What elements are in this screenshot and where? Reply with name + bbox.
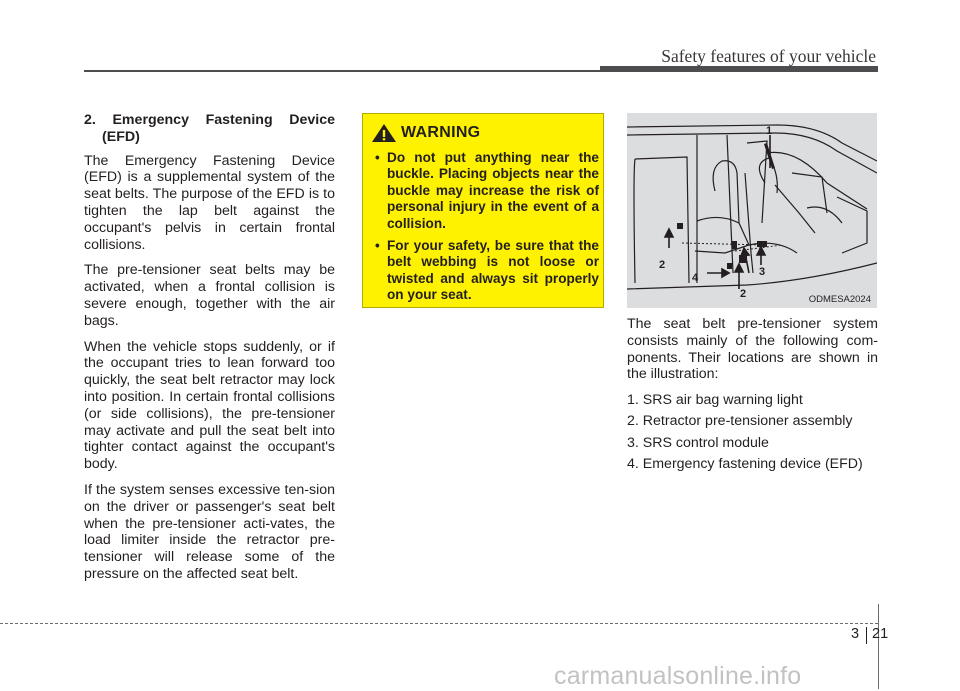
- component-item: 2. Retractor pre-tensioner assembly: [627, 413, 853, 430]
- warning-box: [362, 113, 604, 308]
- warning-item: • Do not put anything near the buckle. Placing objects near the buckle may increase the risk of personal injury in the event of a collision.: [375, 150, 599, 232]
- illustration-code: ODMESA2024: [808, 294, 871, 305]
- callout-2: 2: [659, 259, 666, 271]
- car-interior-drawing: [627, 113, 877, 308]
- footer-rule: [0, 623, 878, 624]
- paragraph: When the vehicle stops suddenly, or if the occupant tries to lean forward too quickly, the seat belt retractor may lock into position. In certain frontal collisions (or side collisions), the pre-tensioner may activate and pull the seat belt into tighter contact against the occupant's body.: [84, 338, 335, 473]
- chapter-number: 3: [851, 626, 860, 642]
- component-item: 3. SRS control module: [627, 434, 769, 451]
- warning-title: WARNING: [401, 124, 481, 141]
- callout-2: 2: [740, 288, 747, 300]
- header-rule-accent: [600, 66, 878, 72]
- warning-item: • For your safety, be sure that the belt webbing is not loose or twisted and always sit properly on your seat.: [375, 238, 599, 304]
- left-column: [84, 112, 335, 592]
- paragraph: If the system senses excessive ten-sion on the driver or passenger's seat belt when the pre-tensioner acti-vates, the load limiter inside the retractor pre-tensioner will release some of the pressure on the affected seat belt.: [84, 481, 335, 582]
- page-header-title: Safety features of your vehicle: [661, 46, 876, 66]
- paragraph: The pre-tensioner seat belts may be activated, when a frontal collision is severe enough, together with the air bags.: [84, 262, 335, 329]
- components-intro: The seat belt pre-tensioner system consists mainly of the following com-ponents. Their locations are shown in the illustration:: [627, 316, 878, 383]
- component-item: 1. SRS air bag warning light: [627, 392, 803, 409]
- section-heading: 2. Emergency Fastening Device (EFD): [84, 112, 335, 145]
- components-list: [627, 392, 878, 473]
- callout-3: 3: [759, 266, 766, 278]
- right-column: [627, 316, 878, 477]
- page-number: 21: [872, 626, 889, 642]
- component-item: 4. Emergency fastening device (EFD): [627, 456, 863, 473]
- watermark-link[interactable]: carmanualsonline.info: [554, 662, 802, 690]
- callout-1: 1: [766, 125, 773, 137]
- warning-list: [375, 150, 599, 310]
- warning-header: [369, 122, 480, 144]
- callout-4: 4: [692, 272, 699, 284]
- warning-triangle-icon: [369, 122, 399, 144]
- paragraph: The Emergency Fastening Device (EFD) is a supplemental system of the seat belts. The purpose of the EFD is to tighten the lap belt against the occupant's pelvis in certain frontal collisions.: [84, 152, 335, 253]
- seat-belt-illustration: [627, 113, 877, 308]
- footer-vertical-rule: [878, 604, 879, 689]
- page-number-divider: [866, 627, 867, 644]
